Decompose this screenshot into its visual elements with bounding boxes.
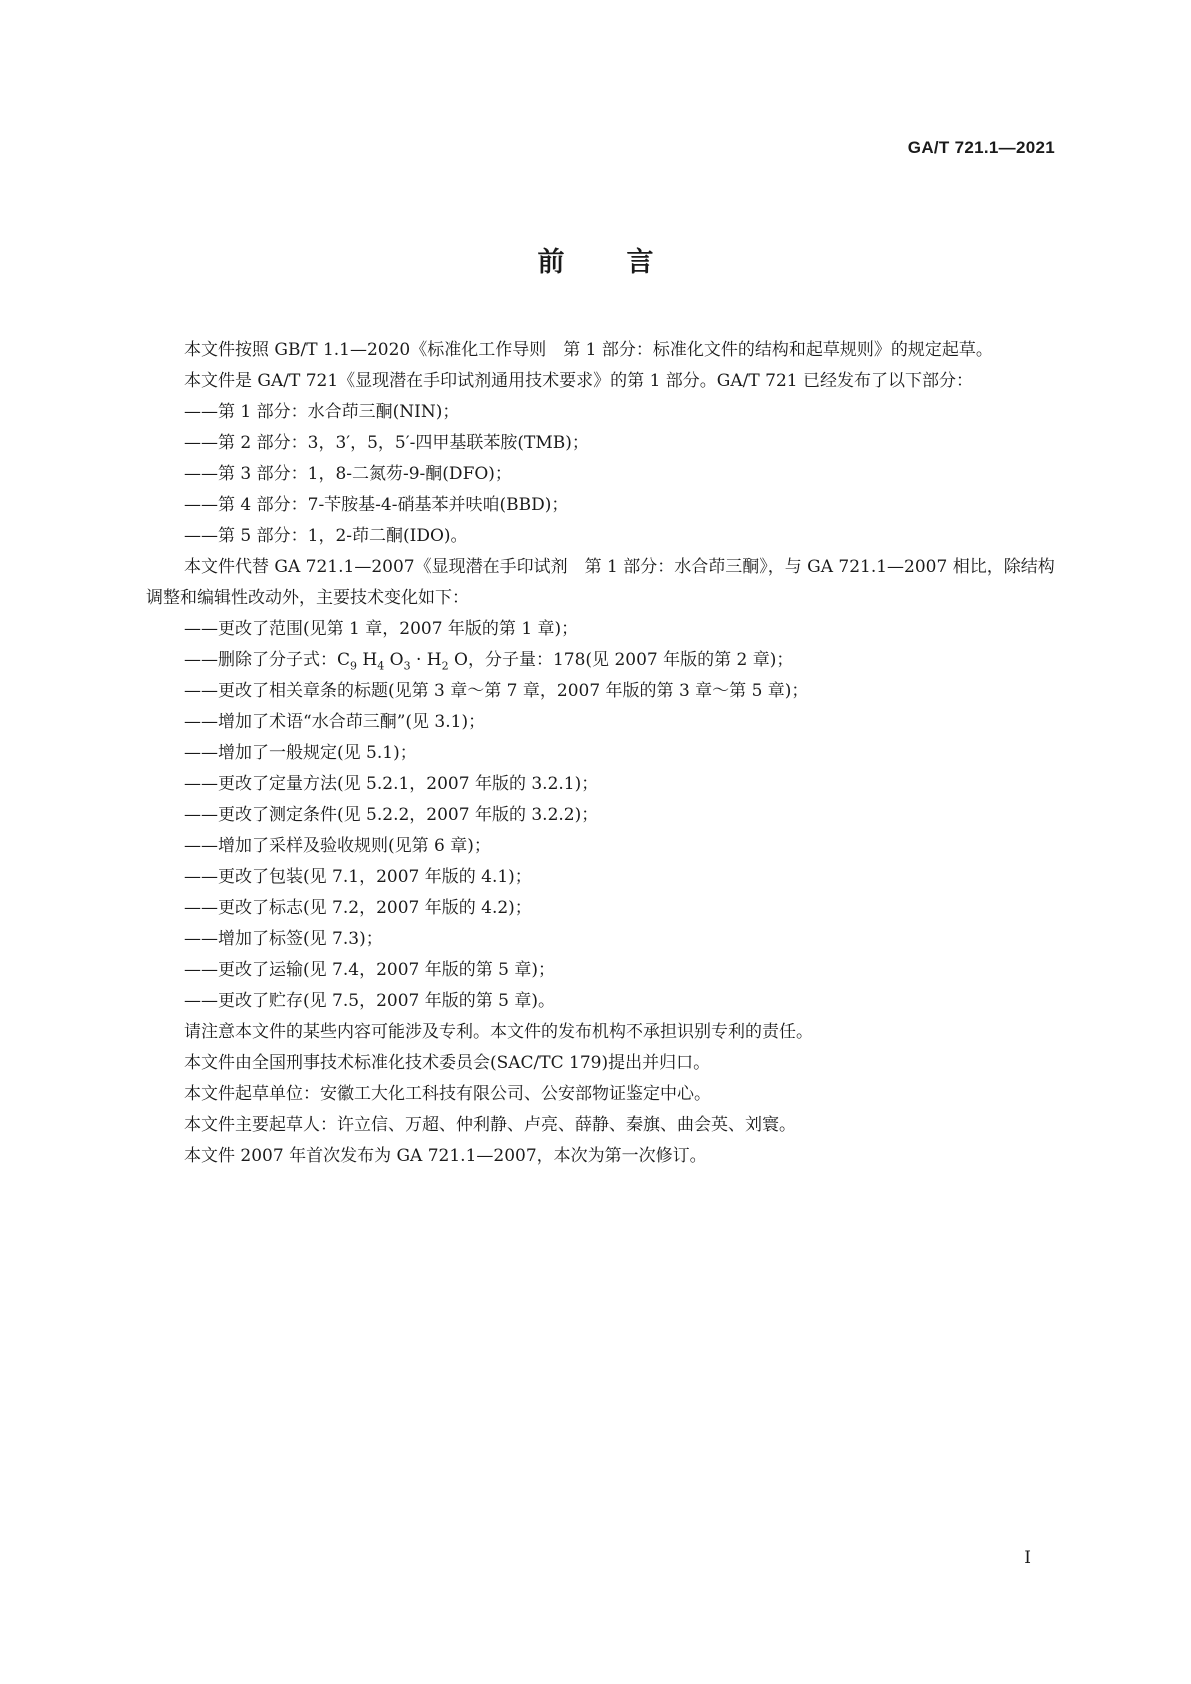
foreword-body [146, 335, 1059, 1172]
standard-code: GA/T 721.1—2021 [907, 138, 1055, 157]
change-item-scope: ——更改了范围(见第 1 章，2007 年版的第 1 章)； [184, 619, 579, 639]
list-item-part-3: ——第 3 部分：1，8-二氮芴-9-酮(DFO)； [184, 464, 512, 484]
page-number: I [1024, 1548, 1031, 1568]
change-item-conditions: ——更改了测定条件(见 5.2.2，2007 年版的 3.2.2)； [184, 805, 599, 825]
change-item-transport: ——更改了运输(见 7.4，2007 年版的第 5 章)； [184, 960, 555, 980]
change-item-packaging: ——更改了包装(见 7.1，2007 年版的 4.1)； [184, 867, 532, 887]
title-char-2: 言 [626, 247, 654, 278]
formula-sub-1: 9 [350, 659, 358, 673]
change-item-titles: ——更改了相关章条的标题(见第 3 章～第 7 章，2007 年版的第 3 章～第 5 章)； [184, 681, 809, 701]
list-item-part-5: ——第 5 部分：1，2-茚二酮(IDO)。 [184, 526, 468, 546]
list-item-part-1: ——第 1 部分：水合茚三酮(NIN)； [184, 402, 460, 422]
title-char-1: 前 [537, 247, 565, 278]
list-item-part-4: ——第 4 部分：7-苄胺基-4-硝基苯并呋咱(BBD)； [184, 495, 569, 515]
paragraph-drafters: 本文件主要起草人：许立信、万超、仲利静、卢亮、薛静、秦旗、曲会英、刘寰。 [184, 1115, 796, 1135]
change-item-sampling: ——增加了采样及验收规则(见第 6 章)； [184, 836, 491, 856]
paragraph-proposer: 本文件由全国刑事技术标准化技术委员会(SAC/TC 179)提出并归口。 [184, 1053, 711, 1073]
paragraph-drafting-basis: 本文件按照 GB/T 1.1—2020《标准化工作导则 第 1 部分：标准化文件的结构和起草规则》的规定起草。 [184, 340, 993, 360]
paragraph-drafting-units: 本文件起草单位：安徽工大化工科技有限公司、公安部物证鉴定中心。 [184, 1084, 711, 1104]
formula-text-1: ——删除了分子式：C [184, 650, 351, 670]
page-title [0, 240, 1191, 279]
paragraph-history: 本文件 2007 年首次发布为 GA 721.1—2007，本次为第一次修订。 [184, 1146, 707, 1166]
list-item-part-2: ——第 2 部分：3，3′，5，5′-四甲基联苯胺(TMB)； [184, 433, 589, 453]
change-item-term: ——增加了术语“水合茚三酮”(见 3.1)； [184, 712, 486, 732]
change-item-general: ——增加了一般规定(见 5.1)； [184, 743, 417, 763]
formula-sub-3: 3 [403, 659, 411, 673]
formula-sub-4: 2 [441, 659, 449, 673]
formula-text-5: O，分子量：178(见 2007 年版的第 2 章)； [448, 650, 794, 670]
paragraph-replaces: 本文件代替 GA 721.1—2007《显现潜在手印试剂 第 1 部分：水合茚三酮》，与 GA 721.1—2007 相比，除结构调整和编辑性改动外，主要技术变化如下： [146, 557, 1055, 608]
formula-sub-2: 4 [377, 659, 385, 673]
change-item-formula [146, 645, 1059, 676]
change-item-label: ——增加了标签(见 7.3)； [184, 929, 383, 949]
formula-text-2: H [357, 650, 378, 670]
paragraph-series-intro: 本文件是 GA/T 721《显现潜在手印试剂通用技术要求》的第 1 部分。GA/T 721 已经发布了以下部分： [184, 371, 973, 391]
change-item-marking: ——更改了标志(见 7.2，2007 年版的 4.2)； [184, 898, 532, 918]
change-item-quant-method: ——更改了定量方法(见 5.2.1，2007 年版的 3.2.1)； [184, 774, 599, 794]
paragraph-patent: 请注意本文件的某些内容可能涉及专利。本文件的发布机构不承担识别专利的责任。 [184, 1022, 813, 1042]
change-item-storage: ——更改了贮存(见 7.5，2007 年版的第 5 章)。 [184, 991, 555, 1011]
formula-text-3: O [384, 650, 404, 670]
formula-text-4: · H [410, 650, 442, 670]
